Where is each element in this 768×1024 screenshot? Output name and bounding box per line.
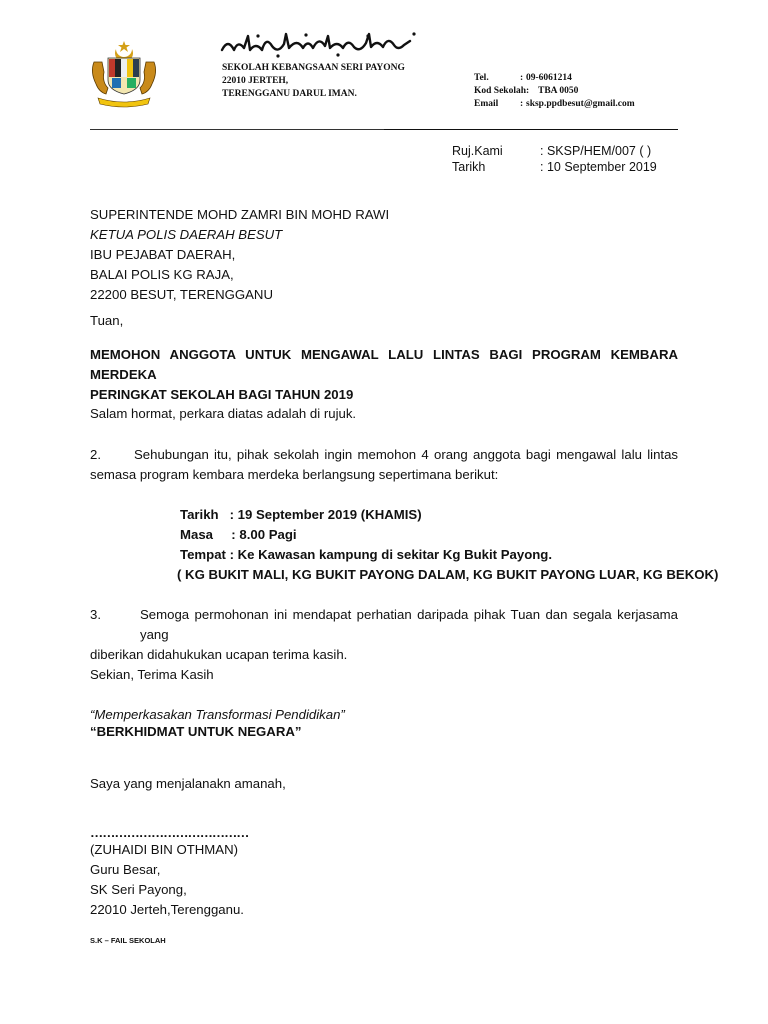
para-number: 3. — [90, 607, 101, 622]
paragraph-3 — [90, 605, 678, 665]
contact-block — [474, 72, 635, 111]
coat-of-arms-logo — [88, 40, 160, 108]
signatory-address: 22010 Jerteh,Terengganu. — [90, 902, 244, 917]
para-2-line-2: semasa program kembara merdeka berlangsung sepertimana berikut: — [90, 467, 499, 482]
subject-line-2: PERINGKAT SEKOLAH BAGI TAHUN 2019 — [90, 387, 354, 402]
para-3-line-2: diberikan didahukukan ucapan terima kasih. — [90, 647, 348, 662]
detail-place: Tempat : Ke Kawasan kampung di sekitar Kg Bukit Payong. — [180, 547, 553, 562]
subject-line-1: MEMOHON ANGGOTA UNTUK MENGAWAL LALU LINTAS BAGI PROGRAM KEMBARA MERDEKA — [90, 347, 678, 382]
signature-block — [90, 826, 248, 920]
contact-value: TBA 0050 — [538, 86, 579, 96]
contact-label: Tel. — [474, 73, 489, 83]
signatory-school: SK Seri Payong, — [90, 882, 187, 897]
cc-note: S.K – FAIL SEKOLAH — [90, 936, 166, 945]
header-divider-thick — [384, 129, 678, 130]
paragraph-2 — [90, 445, 678, 485]
signature-dots: ………………………………… — [90, 825, 249, 840]
para-3-line-1: Semoga permohonan ini mendapat perhatian daripada pihak Tuan dan segala kerjasama yang — [140, 607, 678, 642]
subject — [90, 345, 678, 405]
detail-date: Tarikh : 19 September 2019 (KHAMIS) — [180, 507, 422, 522]
para-2-line-1: Sehubungan itu, pihak sekolah ingin memohon 4 orang anggota bagi mengawal lalu lintas — [134, 447, 678, 462]
contact-school-code — [474, 85, 635, 98]
contact-value: 09-6061214 — [526, 73, 572, 83]
address-line-1: 22010 JERTEH, — [222, 76, 289, 86]
opening-line: Salam hormat, perkara diatas adalah di rujuk. — [90, 406, 357, 421]
recipient-name: SUPERINTENDE MOHD ZAMRI BIN MOHD RAWI — [90, 207, 390, 222]
contact-tel — [474, 72, 635, 85]
contact-label: Email — [474, 99, 499, 109]
recipient-line-3: 22200 BESUT, TERENGGANU — [90, 287, 273, 302]
recipient-title: KETUA POLIS DAERAH BESUT — [90, 227, 283, 242]
salutation: Tuan, — [90, 313, 124, 328]
motto: “Memperkasakan Transformasi Pendidikan” — [90, 707, 345, 722]
date-value: : 10 September 2019 — [540, 160, 657, 174]
program-details — [177, 505, 719, 585]
contact-email — [474, 98, 635, 111]
reference-block — [452, 143, 657, 175]
closing-line: Sekian, Terima Kasih — [90, 667, 214, 682]
recipient-block — [90, 205, 389, 305]
contact-value: sksp.ppdbesut@gmail.com — [526, 99, 635, 109]
slogan: “BERKHIDMAT UNTUK NEGARA” — [90, 724, 302, 739]
address-line-2: TERENGGANU DARUL IMAN. — [222, 89, 357, 99]
contact-sep: : — [520, 99, 524, 109]
jawi-script-banner — [218, 30, 458, 58]
contact-sep: : — [520, 73, 524, 83]
school-address-block — [222, 62, 405, 101]
date-label: Tarikh — [452, 160, 486, 174]
contact-label: Kod Sekolah: — [474, 86, 530, 96]
recipient-line-1: IBU PEJABAT DAERAH, — [90, 247, 236, 262]
ref-value: : SKSP/HEM/007 ( ) — [540, 144, 652, 158]
detail-time: Masa : 8.00 Pagi — [180, 527, 297, 542]
recipient-line-2: BALAI POLIS KG RAJA, — [90, 267, 234, 282]
school-name: SEKOLAH KEBANGSAAN SERI PAYONG — [222, 63, 405, 73]
signatory-position: Guru Besar, — [90, 862, 161, 877]
detail-locations: ( KG BUKIT MALI, KG BUKIT PAYONG DALAM, KG BUKIT PAYONG LUAR, KG BEKOK) — [177, 567, 719, 582]
ref-label: Ruj.Kami — [452, 144, 503, 158]
signatory-name: (ZUHAIDI BIN OTHMAN) — [90, 842, 238, 857]
trust-line: Saya yang menjalanakn amanah, — [90, 776, 286, 791]
para-number: 2. — [90, 447, 101, 462]
